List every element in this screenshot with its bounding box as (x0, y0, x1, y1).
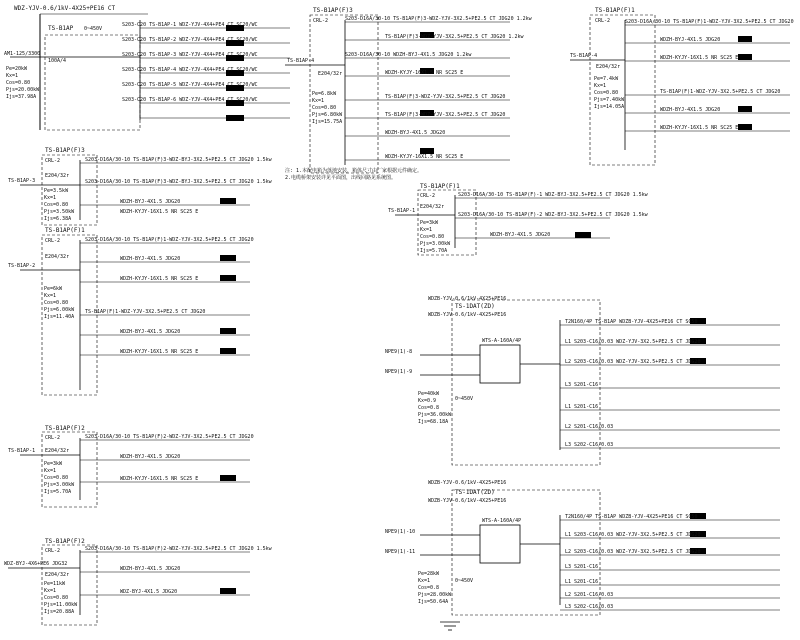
panel-10-header-2: TS-1DAT(ZD) (455, 489, 495, 496)
panel-6-line-1: S203-D16A/30-10 TS-B1AP(F)2-WDZ-YJV-3X2.5+PE2.5 CT JDG20 (85, 434, 254, 440)
panel-1-line-4: S203-C20 TS-B1AP-4 WDZ-YJV-4X4+PE4 CT SC20/WC (122, 67, 258, 73)
panel-6-header-1: TS-B1AP(F)2 (45, 425, 85, 432)
panel-3-line-2: WDZH-BYJ-4X1.5 JDG20 (660, 37, 721, 43)
panel-9-param-1: Pe=40kW (418, 391, 440, 397)
panel-6-param-5: Ijs=5.70A (44, 489, 72, 495)
panel-8-line-2: S203-D16A/30-10 TS-B1AP(F)-2 WDZ-BYJ-3X2.5+PE2.5 CT JDG20 1.5kw (458, 212, 648, 218)
panel-4-param-2: Kx=1 (44, 195, 57, 201)
panel-1-line-1: S203-C20 TS-B1AP-1 WDZ-YJV-4X4+PE4 CT SC20/WC (122, 22, 258, 28)
panel-8-header-4: E204/32r (420, 204, 445, 210)
panel-9-voltage: 0~450V (455, 396, 474, 402)
panel-9 (385, 296, 780, 465)
panel-1-param-5: Ijs=37.98A (6, 94, 37, 100)
panel-2-header-1: TS-B1AP(F)3 (313, 7, 353, 14)
panel-10-line-6: L2 S201-C16/0.03 (565, 592, 614, 598)
panel-2-line-4: WDZH-KYJY-16X1.5 NR SC25 E (385, 70, 464, 76)
panel-2-line-1: S203-D16A/30-10 TS-B1AP(F)3-WDZ-YJV-3X2.5+PE2.5 CT JDG20 1.2kw (345, 16, 532, 22)
panel-6-header-4: E204/32r (45, 448, 70, 454)
panel-2-param-2: Kx=1 (312, 98, 325, 104)
panel-10 (385, 480, 780, 615)
panel-10-header-1: WDZB-YJV-0.6/1kV-4X25+PE16 (428, 480, 507, 486)
panel-1-param-1: Pe=20kW (6, 66, 28, 72)
panel-10-param-2: Kx=1 (418, 578, 431, 584)
panel-2-param-4: Pjs=6.80kW (312, 112, 343, 118)
panel-3-line-1: S203-D16A/30-10 TS-B1AP(F)1-WDZ-YJV-3X2.5+PE2.5 CT JDG20 (625, 19, 794, 25)
panel-9-line-4: L3 S201-C16 (565, 382, 599, 388)
panel-7-line-1: S203-D16A/30-10 TS-B1AP(F)2-WDZ-YJV-3X2.5+PE2.5 CT JDG20 1.5kw (85, 546, 272, 552)
panel-10-line-1: T2N160/4P TS-B1AP WDZB-YJV-4X25+PE16 CT SC50 (565, 514, 698, 520)
note-1: 注: 1.本配电箱为落地安装，箱体尺寸由厂家根据元件确定。 (285, 168, 423, 174)
panel-6-param-4: Pjs=3.00kW (44, 482, 75, 488)
panel-10-line-3: L2 S203-C16/0.03 WDZ-YJV-3X2.5+PE2.5 CT JDG20 (565, 549, 701, 555)
panel-10-param-4: Pjs=28.00kW (418, 592, 452, 598)
panel-1-line-6: S203-C20 TS-B1AP-6 WDZ-YJV-4X4+PE4 CT SC20/WC (122, 97, 258, 103)
panel-9-param-2: Kx=0.9 (418, 398, 437, 404)
panel-9-atse-box (480, 345, 520, 383)
panel-6-header-3: TS-B1AP-1 (8, 448, 36, 454)
panel-10-param-3: Cos=0.8 (418, 585, 440, 591)
panel-9-header-1: WDZB-YJV-0.6/1kV-4X25+PE16 (428, 296, 507, 302)
panel-3-param-3: Cos=0.80 (594, 90, 619, 96)
panel-4-header-1: TS-B1AP(F)3 (45, 147, 85, 154)
panel-6-param-2: Kx=1 (44, 468, 57, 474)
panel-7-param-5: Ijs=20.88A (44, 609, 75, 615)
panel-8-line-3: WDZH-BYJ-4X1.5 JDG20 (490, 232, 551, 238)
panel-7-header-3: WDZ-BYJ-4X6+PE6 JDG32 (4, 561, 68, 567)
panel-5-line-1: S203-D16A/30-10 TS-B1AP(F)1-WDZ-YJV-3X2.5+PE2.5 CT JDG20 (85, 237, 254, 243)
panel-5-param-5: Ijs=11.40A (44, 314, 75, 320)
panel-3-header-4: E204/32r (596, 64, 621, 70)
panel-8-param-1: Pe=3kW (420, 220, 439, 226)
panel-4-header-2: CRL-2 (45, 158, 61, 164)
panel-7-header-2: CRL-2 (45, 548, 61, 554)
panel-10-param-1: Pe=28kW (418, 571, 440, 577)
panel-9-param-4: Pjs=36.00kW (418, 412, 452, 418)
panel-10-input-2: NPE9(1)-11 (385, 549, 416, 555)
panel-1-param-2: Kx=1 (6, 73, 19, 79)
panel-1-line-3: S203-C20 TS-B1AP-3 WDZ-YJV-4X4+PE4 CT SC20/WC (122, 52, 258, 58)
panel-2-header-3: TS-B1AP-4 (287, 58, 315, 64)
panel-8-param-3: Cos=0.80 (420, 234, 445, 240)
panel-7-line-3: WDZ-BYJ-4X1.5 JDG20 (120, 589, 178, 595)
panel-4-param-3: Cos=0.80 (44, 202, 69, 208)
panel-3 (570, 7, 794, 165)
panel-9-header-2: TS-1DAT(ZD) (455, 303, 495, 310)
panel-9-line-7: L3 S202-C16/0.03 (565, 442, 614, 448)
ground-symbol (440, 622, 460, 630)
panel-1-header-1: WDZ-YJV-0.6/1kV-4X25+PE16 CT (14, 5, 116, 12)
panel-3-line-6: WDZH-KYJY-16X1.5 NR SC25 E (660, 125, 739, 131)
panel-3-header-2: CRL-2 (595, 18, 611, 24)
panel-9-atse: WTS-A-160A/4P (482, 338, 522, 344)
panel-4-line-4: WDZH-KYJY-16X1.5 NR SC25 E (120, 209, 199, 215)
panel-6 (8, 425, 254, 507)
panel-7-param-3: Cos=0.80 (44, 595, 69, 601)
panel-3-line-5: WDZH-BYJ-4X1.5 JDG20 (660, 107, 721, 113)
panel-10-line-4: L3 S201-C16 (565, 564, 599, 570)
panel-9-line-3: L2 S203-C16/0.03 WDZ-YJV-3X2.5+PE2.5 CT JDG20 (565, 359, 701, 365)
panel-5-line-3: WDZH-KYJY-16X1.5 NR SC25 E (120, 276, 199, 282)
panel-4-param-5: Ijs=6.38A (44, 216, 72, 222)
panel-5-line-4: TS-B1AP(F)1-WDZ-YJV-3X2.5+PE2.5 CT JDG20 (85, 309, 206, 315)
panel-8 (388, 183, 649, 255)
panel-3-header-3: TS-B1AP-4 (570, 53, 598, 59)
panel-4 (8, 147, 273, 225)
panel-10-atse-box (480, 525, 520, 563)
panel-2-param-3: Cos=0.80 (312, 105, 337, 111)
panel-10-line-2: L1 S203-C16/0.03 WDZ-YJV-3X2.5+PE2.5 CT JDG20 (565, 532, 701, 538)
panel-5-param-1: Pe=6kW (44, 286, 63, 292)
panel-2-line-8: WDZH-KYJY-16X1.5 NR SC25 E (385, 154, 464, 160)
panel-5-param-2: Kx=1 (44, 293, 57, 299)
panel-1-param-4: Pjs=20.00kW (6, 87, 40, 93)
panel-6-header-2: CRL-2 (45, 435, 61, 441)
panel-2-line-3: S203-D16A/30-10 WDZH-BYJ-4X1.5 JDG20 1.2kw (345, 52, 472, 58)
panel-9-param-5: Ijs=68.18A (418, 419, 449, 425)
panel-3-line-4: TS-B1AP(F)1-WDZ-YJV-3X2.5+PE2.5 CT JDG20 (660, 89, 781, 95)
panel-2-param-1: Pe=6.8kW (312, 91, 337, 97)
panel-1-voltage: 0~450V (84, 26, 103, 32)
panel-2-line-7: WDZH-BYJ-4X1.5 JDG20 (385, 130, 446, 136)
panel-7-param-4: Pjs=11.00kW (44, 602, 78, 608)
panel-9-line-5: L1 S201-C16 (565, 404, 599, 410)
panel-4-header-4: E204/32r (45, 173, 70, 179)
panel-5-line-5: WDZH-BYJ-4X1.5 JDG20 (120, 329, 181, 335)
panel-2-param-5: Ijs=15.75A (312, 119, 343, 125)
panel-5-header-3: TS-B1AP-2 (8, 263, 36, 269)
panel-1-line-5: S203-C20 TS-B1AP-5 WDZ-YJV-4X4+PE4 CT SC20/WC (122, 82, 258, 88)
panel-8-header-1: TS-B1AP(F)1 (420, 183, 460, 190)
panel-2 (285, 7, 533, 173)
panel-10-atse: WTS-A-160A/4P (482, 518, 522, 524)
panel-2-header-2: CRL-2 (313, 18, 329, 24)
panel-1-header-2: TS-B1AP (48, 25, 74, 32)
panel-1 (4, 5, 290, 130)
panel-1-breaker: 100A/4 (48, 58, 67, 64)
panel-9-line-6: L2 S201-C16/0.03 (565, 424, 614, 430)
panel-6-param-3: Cos=0.80 (44, 475, 69, 481)
panel-8-param-5: Ijs=5.70A (420, 248, 448, 254)
panel-7-header-4: E204/32r (45, 572, 70, 578)
panel-3-param-5: Ijs=14.05A (594, 104, 625, 110)
panel-8-header-3: TS-B1AP-1 (388, 208, 416, 214)
panel-7 (4, 538, 273, 625)
panel-5-header-1: TS-B1AP(F)1 (45, 227, 85, 234)
panel-7-header-1: TS-B1AP(F)2 (45, 538, 85, 545)
panel-3-header-1: TS-B1AP(F)1 (595, 7, 635, 14)
panel-9-input-1: NPE9(1)-8 (385, 349, 413, 355)
panel-3-param-1: Pe=7.4kW (594, 76, 619, 82)
panel-3-line-3: WDZH-KYJY-16X1.5 NR SC25 E (660, 55, 739, 61)
panel-9-line-1: T2N160/4P TS-B1AP WDZB-YJV-4X25+PE16 CT SC50 (565, 319, 698, 325)
panel-2-line-6: TS-B1AP(F)3-WDZ-YJV-3X2.5+PE2.5 CT JDG20 (385, 112, 506, 118)
panel-9-input-2: NPE9(1)-9 (385, 369, 413, 375)
panel-4-param-4: Pjs=3.50kW (44, 209, 75, 215)
panel-10-line-7: L3 S202-C16/0.03 (565, 604, 614, 610)
panel-5-param-3: Cos=0.80 (44, 300, 69, 306)
panel-3-param-4: Pjs=7.40kW (594, 97, 625, 103)
panel-10-line-5: L1 S201-C16 (565, 579, 599, 585)
panel-3-param-2: Kx=1 (594, 83, 607, 89)
panel-8-param-2: Kx=1 (420, 227, 433, 233)
panel-9-param-3: Cos=0.8 (418, 405, 440, 411)
note-2: 2.电缆桥架安装详见平面图，出线回路见系统图。 (285, 175, 397, 181)
panel-5-param-4: Pjs=6.00kW (44, 307, 75, 313)
panel-5 (8, 227, 254, 395)
panel-10-header-3: WDZB-YJV-0.6/1kV-4X25+PE16 (428, 498, 507, 504)
panel-2-header-4: E204/32r (318, 71, 343, 77)
panel-7-param-2: Kx=1 (44, 588, 57, 594)
panel-9-line-2: L1 S203-C16/0.03 WDZ-YJV-3X2.5+PE2.5 CT JDG20 (565, 339, 701, 345)
panel-10-voltage: 0~450V (455, 578, 474, 584)
panel-4-header-3: TS-B1AP-3 (8, 178, 36, 184)
panel-2-line-2: TS-B1AP(F)3-WDZ-YJV-3X2.5+PE2.5 CT JDG20 1.2kw (385, 34, 524, 40)
panel-8-line-1: S203-D16A/30-10 TS-B1AP(F)-1 WDZ-BYJ-3X2.5+PE2.5 CT JDG20 1.5kw (458, 192, 648, 198)
panel-4-line-3: WDZH-BYJ-4X1.5 JDG20 (120, 199, 181, 205)
panel-6-param-1: Pe=3kW (44, 461, 63, 467)
panel-6-line-3: WDZH-KYJY-16X1.5 NR SC25 E (120, 476, 199, 482)
panel-4-line-2: S203-D16A/30-10 TS-B1AP(F)3-WDZ-BYJ-3X2.5+PE2.5 CT JDG20 1.5kw (85, 179, 272, 185)
panel-7-line-2: WDZH-BYJ-4X1.5 JDG20 (120, 566, 181, 572)
panel-9-header-3: WDZB-YJV-0.6/1kV-4X25+PE16 (428, 312, 507, 318)
panel-10-param-5: Ijs=50.64A (418, 599, 449, 605)
panel-5-header-4: E204/32r (45, 254, 70, 260)
panel-7-param-1: Pe=11kW (44, 581, 66, 587)
panel-8-header-2: CRL-2 (420, 193, 436, 199)
panel-5-line-2: WDZH-BYJ-4X1.5 JDG20 (120, 256, 181, 262)
panel-4-line-1: S203-D16A/30-10 TS-B1AP(F)3-WDZ-BYJ-3X2.5+PE2.5 CT JDG20 1.5kw (85, 157, 272, 163)
panel-1-input: AM1-125/3300 (4, 51, 41, 57)
panel-1-line-2: S203-C20 TS-B1AP-2 WDZ-YJV-4X4+PE4 CT SC20/WC (122, 37, 258, 43)
panel-10-input-1: NPE9(1)-10 (385, 529, 416, 535)
panel-1-param-3: Cos=0.80 (6, 80, 31, 86)
panel-5-line-6: WDZH-KYJY-16X1.5 NR SC25 E (120, 349, 199, 355)
panel-5-header-2: CRL-2 (45, 238, 61, 244)
panel-4-param-1: Pe=3.5kW (44, 188, 69, 194)
panel-6-line-2: WDZH-BYJ-4X1.5 JDG20 (120, 454, 181, 460)
panel-8-param-4: Pjs=3.00kW (420, 241, 451, 247)
panel-2-line-5: TS-B1AP(F)3-WDZ-YJV-3X2.5+PE2.5 CT JDG20 (385, 94, 506, 100)
